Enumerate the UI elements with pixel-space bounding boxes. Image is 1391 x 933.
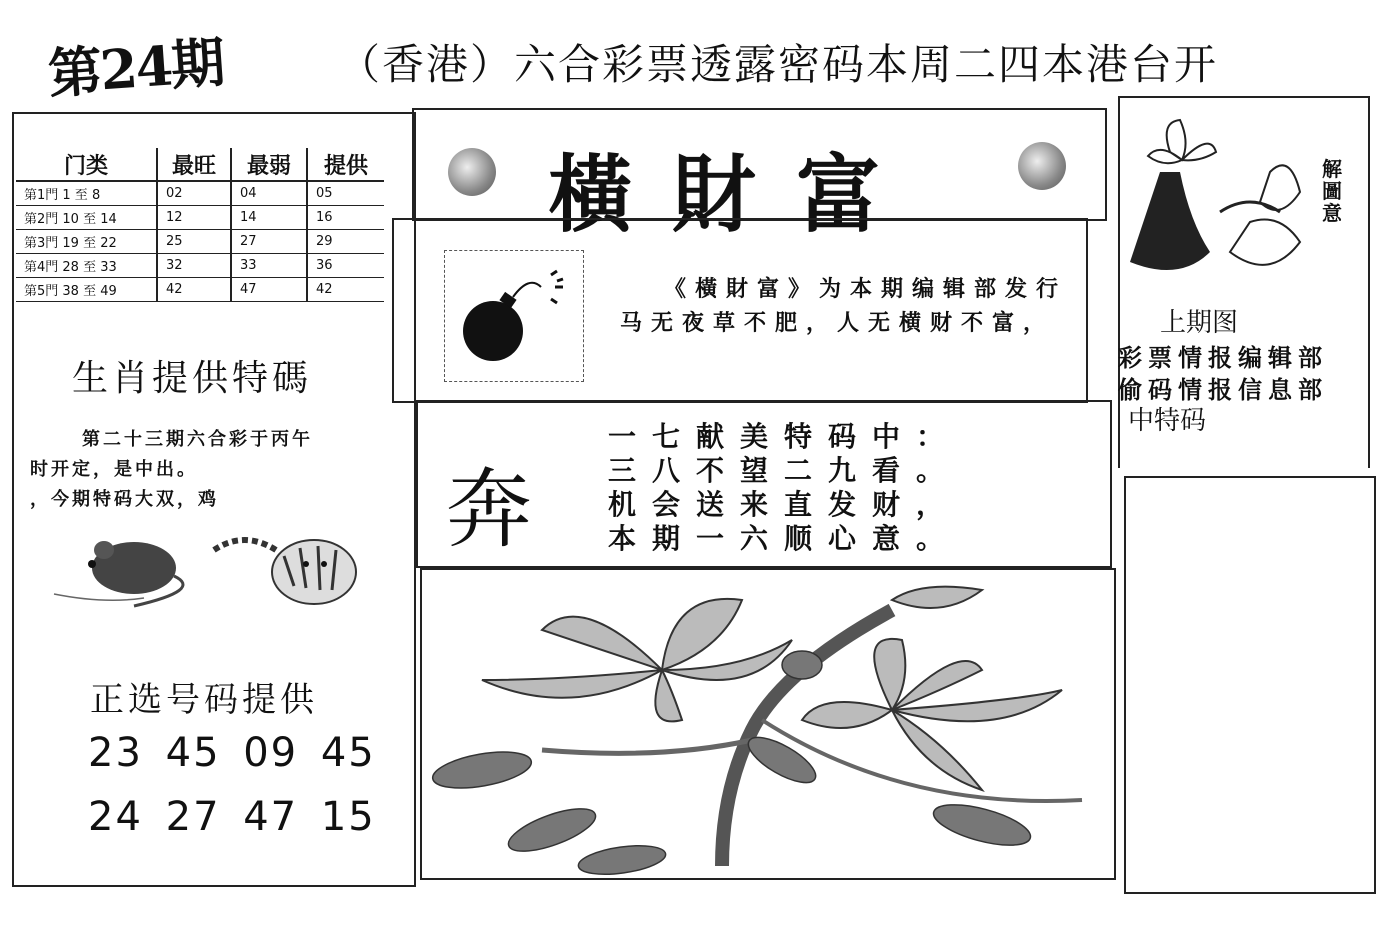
strongest-value: 32 — [157, 254, 231, 278]
bomb-icon — [445, 251, 581, 379]
intro-line-1: 《橫財富》为本期编辑部发行 — [664, 276, 1068, 302]
publisher-line-1: 彩票情报编辑部 — [1118, 343, 1328, 372]
strongest-value: 12 — [157, 206, 231, 230]
poem-line-4: 本期一六顺心意。 — [608, 522, 961, 555]
weakest-value: 14 — [231, 206, 307, 230]
door-table-header — [16, 148, 384, 181]
intro-text — [620, 272, 1090, 340]
winning-code-label: 中特码 — [1128, 406, 1207, 436]
provided-value: 05 — [307, 181, 384, 206]
poem — [608, 420, 960, 556]
rat-icon — [54, 541, 183, 606]
header-strongest: 最旺 — [157, 148, 231, 181]
flower-box — [420, 568, 1116, 880]
riddle-label: 解圖意 — [1322, 157, 1342, 225]
header-provided: 提供 — [307, 148, 384, 181]
picks-title: 正选号码提供 — [90, 680, 318, 720]
bomb-frame — [444, 250, 584, 382]
publisher-line-2: 偷码情报信息部 — [1118, 375, 1328, 404]
coin-icon — [1018, 142, 1066, 190]
brand-title: 橫財富 — [548, 145, 921, 244]
picks-row-1: 23 45 09 45 — [88, 730, 376, 776]
previous-image-label: 上期图 — [1160, 308, 1239, 338]
provided-value: 42 — [307, 278, 384, 302]
poem-key-character: 奔 — [446, 460, 532, 560]
door-range: 第4門 28 至 33 — [16, 254, 157, 278]
strongest-value: 42 — [157, 278, 231, 302]
weakest-value: 47 — [231, 278, 307, 302]
table-row — [16, 254, 384, 278]
zodiac-line-3: ，今期特码大双，鸡 — [30, 489, 219, 510]
table-row — [16, 278, 384, 302]
provided-value: 36 — [307, 254, 384, 278]
zodiac-line-1: 第二十三期六合彩于丙午 — [82, 429, 313, 450]
issue-number: 第24期 — [46, 29, 226, 106]
zodiac-line-2: 时开定，是中出。 — [30, 459, 198, 480]
header-door-type: 门类 — [16, 148, 157, 181]
door-range: 第1門 1 至 8 — [16, 181, 157, 206]
weakest-value: 27 — [231, 230, 307, 254]
picks-row-2: 24 27 47 15 — [88, 794, 376, 840]
rat-tiger-illustration — [44, 520, 364, 620]
header-weakest: 最弱 — [231, 148, 307, 181]
poem-line-3: 机会送来直发财， — [608, 488, 961, 521]
lily-flower-illustration — [422, 570, 1114, 878]
headline: （香港）六合彩票透露密码本周二四本港台开 — [338, 40, 1219, 89]
table-row — [16, 181, 384, 206]
door-range: 第2門 10 至 14 — [16, 206, 157, 230]
poem-line-1: 一七献美特码中： — [608, 420, 961, 453]
weakest-value: 04 — [231, 181, 307, 206]
provided-value: 29 — [307, 230, 384, 254]
door-table — [16, 148, 384, 302]
door-range: 第5門 38 至 49 — [16, 278, 157, 302]
orchid-illustration — [1120, 112, 1310, 282]
strongest-value: 25 — [157, 230, 231, 254]
table-row — [16, 206, 384, 230]
weakest-value: 33 — [231, 254, 307, 278]
provided-value: 16 — [307, 206, 384, 230]
intro-line-2: 马无夜草不肥，人无横财不富， — [620, 310, 1055, 336]
zodiac-text — [30, 425, 390, 515]
zodiac-title: 生肖提供特碼 — [72, 358, 313, 399]
blank-box — [1124, 476, 1376, 894]
coin-icon — [448, 148, 496, 196]
door-range: 第3門 19 至 22 — [16, 230, 157, 254]
poem-line-2: 三八不望二九看。 — [608, 454, 961, 487]
tiger-icon — [214, 540, 356, 604]
strongest-value: 02 — [157, 181, 231, 206]
table-row — [16, 230, 384, 254]
